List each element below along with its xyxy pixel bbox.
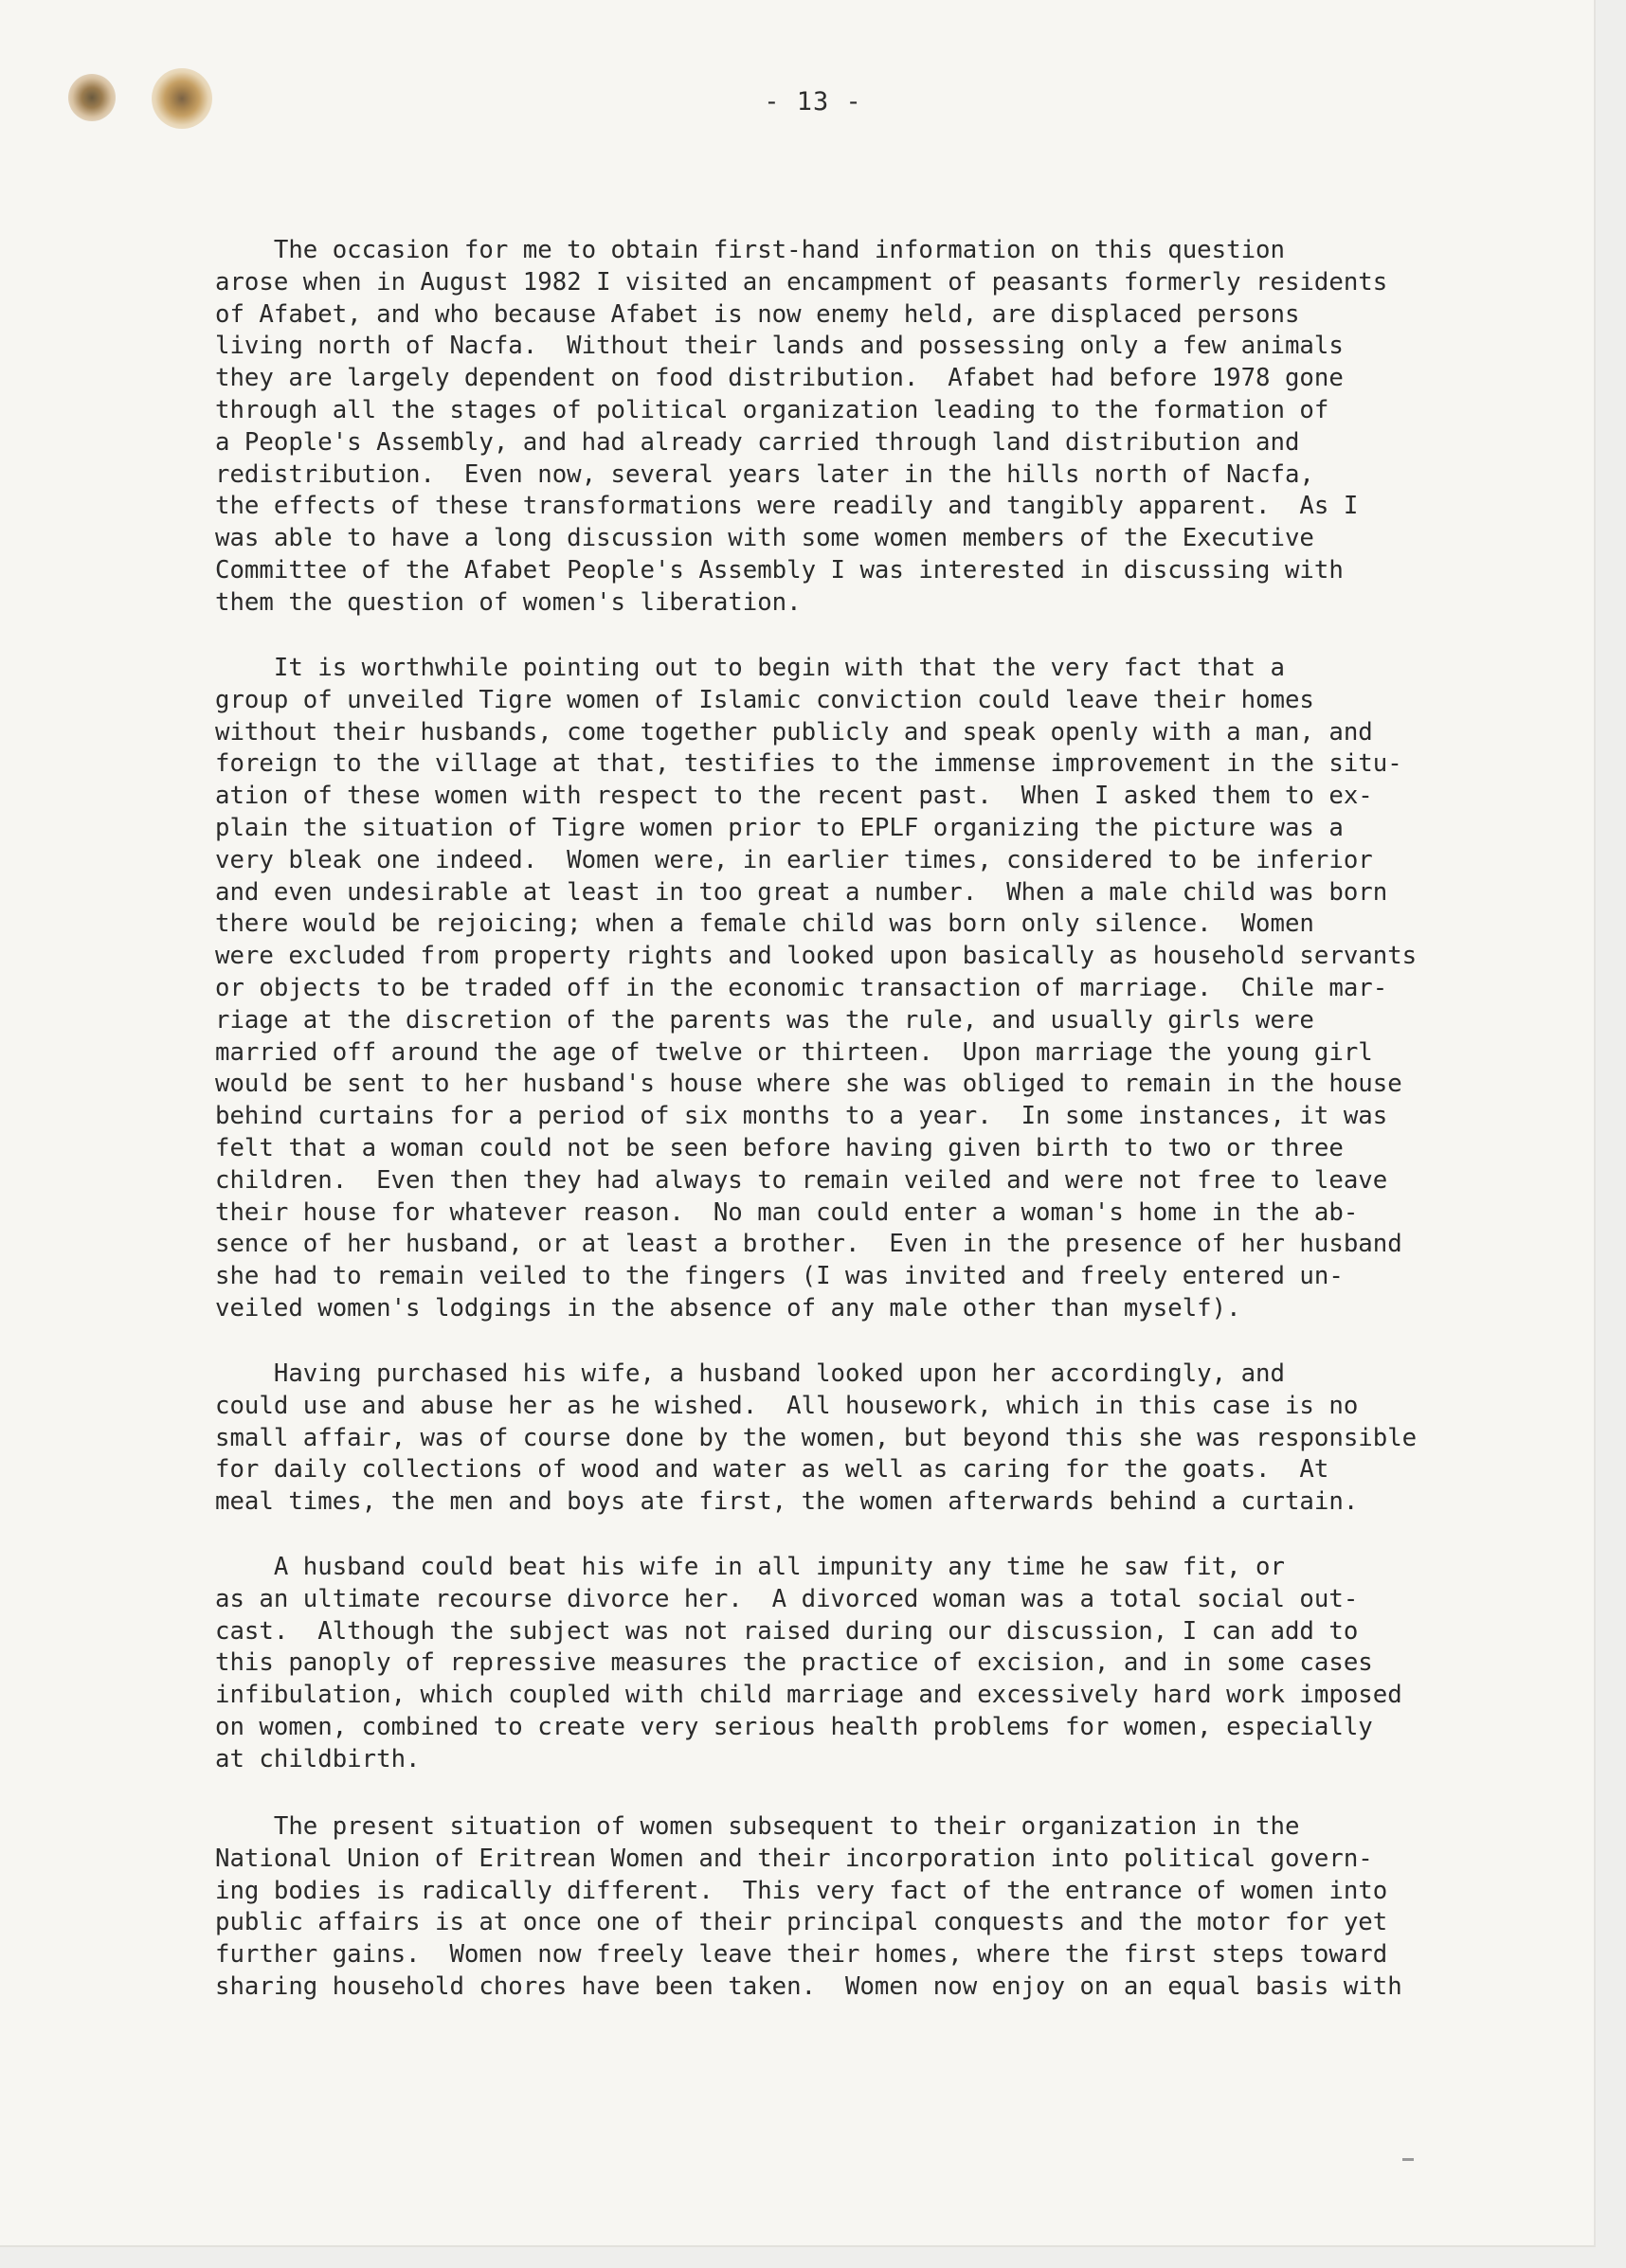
text-line: the effects of these transformations were readily and tangibly apparent. As I <box>215 492 1359 521</box>
text-line: children. Even then they had always to remain veiled and were not free to leave <box>215 1165 1388 1195</box>
text-line: there would be rejoicing; when a female child was born only silence. Women <box>215 909 1314 939</box>
paragraph-5 <box>215 1811 1542 2004</box>
paragraph-2 <box>215 653 1542 1325</box>
text-line: The occasion for me to obtain first-hand information on this question <box>215 236 1285 264</box>
text-line: The present situation of women subsequent to their organization in the <box>215 1812 1300 1841</box>
text-line: cast. Although the subject was not raised during our discussion, I can add to <box>215 1616 1359 1646</box>
text-line: without their husbands, come together publicly and speak openly with a man, and <box>215 717 1373 747</box>
text-line: she had to remain veiled to the fingers (I was invited and freely entered un- <box>215 1262 1344 1291</box>
text-line: infibulation, which coupled with child marriage and excessively hard work imposed <box>215 1681 1402 1710</box>
text-line: a People's Assembly, and had already carried through land distribution and <box>215 427 1300 457</box>
text-line: of Afabet, and who because Afabet is now enemy held, are displaced persons <box>215 299 1300 329</box>
text-line: or objects to be traded off in the economic transaction of marriage. Chile mar- <box>215 973 1388 1002</box>
page-number: - 13 - <box>764 87 862 117</box>
text-line: them the question of women's liberation. <box>215 587 802 617</box>
text-line: riage at the discretion of the parents was the rule, and usually girls were <box>215 1005 1314 1035</box>
text-line: their house for whatever reason. No man could enter a woman's home in the ab- <box>215 1197 1359 1227</box>
text-line: and even undesirable at least in too great a number. When a male child was born <box>215 877 1388 907</box>
text-line: felt that a woman could not be seen before having given birth to two or three <box>215 1133 1344 1162</box>
text-line: on women, combined to create very serious health problems for women, especially <box>215 1712 1373 1741</box>
text-line: veiled women's lodgings in the absence of any male other than myself). <box>215 1293 1241 1323</box>
text-line: ation of these women with respect to the recent past. When I asked them to ex- <box>215 782 1373 811</box>
text-line: was able to have a long discussion with some women members of the Executive <box>215 524 1314 553</box>
text-line: group of unveiled Tigre women of Islamic conviction could leave their homes <box>215 685 1314 714</box>
text-line: A husband could beat his wife in all impunity any time he saw fit, or <box>215 1553 1285 1581</box>
text-line: plain the situation of Tigre women prior to EPLF organizing the picture was a <box>215 813 1344 842</box>
paragraph-1 <box>215 235 1542 620</box>
text-line: meal times, the men and boys ate first, the women afterwards behind a curtain. <box>215 1487 1359 1517</box>
text-line: living north of Nacfa. Without their lands and possessing only a few animals <box>215 332 1344 361</box>
text-line: could use and abuse her as he wished. All housework, which in this case is no <box>215 1391 1359 1420</box>
text-line: would be sent to her husband's house where she was obliged to remain in the house <box>215 1070 1402 1099</box>
text-line: Committee of the Afabet People's Assembly I was interested in discussing with <box>215 555 1344 585</box>
text-line: It is worthwhile pointing out to begin with that the very fact that a <box>215 654 1285 682</box>
text-line: further gains. Women now freely leave their homes, where the first steps toward <box>215 1940 1388 1970</box>
text-line: they are largely dependent on food distribution. Afabet had before 1978 gone <box>215 364 1344 393</box>
text-line: through all the stages of political organization leading to the formation of <box>215 395 1329 424</box>
text-line: for daily collections of wood and water as well as caring for the goats. At <box>215 1455 1329 1485</box>
text-line: this panoply of repressive measures the practice of excision, and in some cases <box>215 1648 1373 1678</box>
text-line: as an ultimate recourse divorce her. A divorced woman was a total social out- <box>215 1584 1359 1613</box>
text-line: sharing household chores have been taken. Women now enjoy on an equal basis with <box>215 1971 1402 2001</box>
scan-speck <box>1402 2158 1414 2161</box>
text-line: National Union of Eritrean Women and their incorporation into political govern- <box>215 1844 1373 1873</box>
text-line: at childbirth. <box>215 1744 421 1773</box>
text-line: sence of her husband, or at least a brother. Even in the presence of her husband <box>215 1230 1402 1259</box>
paragraph-4 <box>215 1552 1542 1776</box>
text-line: behind curtains for a period of six months to a year. In some instances, it was <box>215 1102 1388 1131</box>
text-line: married off around the age of twelve or thirteen. Upon marriage the young girl <box>215 1037 1373 1067</box>
text-line: public affairs is at once one of their principal conquests and the motor for yet <box>215 1908 1388 1937</box>
text-line: were excluded from property rights and looked upon basically as household servants <box>215 942 1418 971</box>
text-line: foreign to the village at that, testifies to the immense improvement in the situ- <box>215 749 1402 779</box>
text-line: very bleak one indeed. Women were, in earlier times, considered to be inferior <box>215 845 1373 874</box>
text-line: Having purchased his wife, a husband looked upon her accordingly, and <box>215 1359 1285 1388</box>
text-line: arose when in August 1982 I visited an encampment of peasants formerly residents <box>215 267 1388 297</box>
text-line: ing bodies is radically different. This very fact of the entrance of women into <box>215 1876 1388 1905</box>
text-line: redistribution. Even now, several years later in the hills north of Nacfa, <box>215 459 1314 489</box>
paragraph-3 <box>215 1359 1542 1519</box>
text-line: small affair, was of course done by the women, but beyond this she was responsible <box>215 1423 1418 1452</box>
